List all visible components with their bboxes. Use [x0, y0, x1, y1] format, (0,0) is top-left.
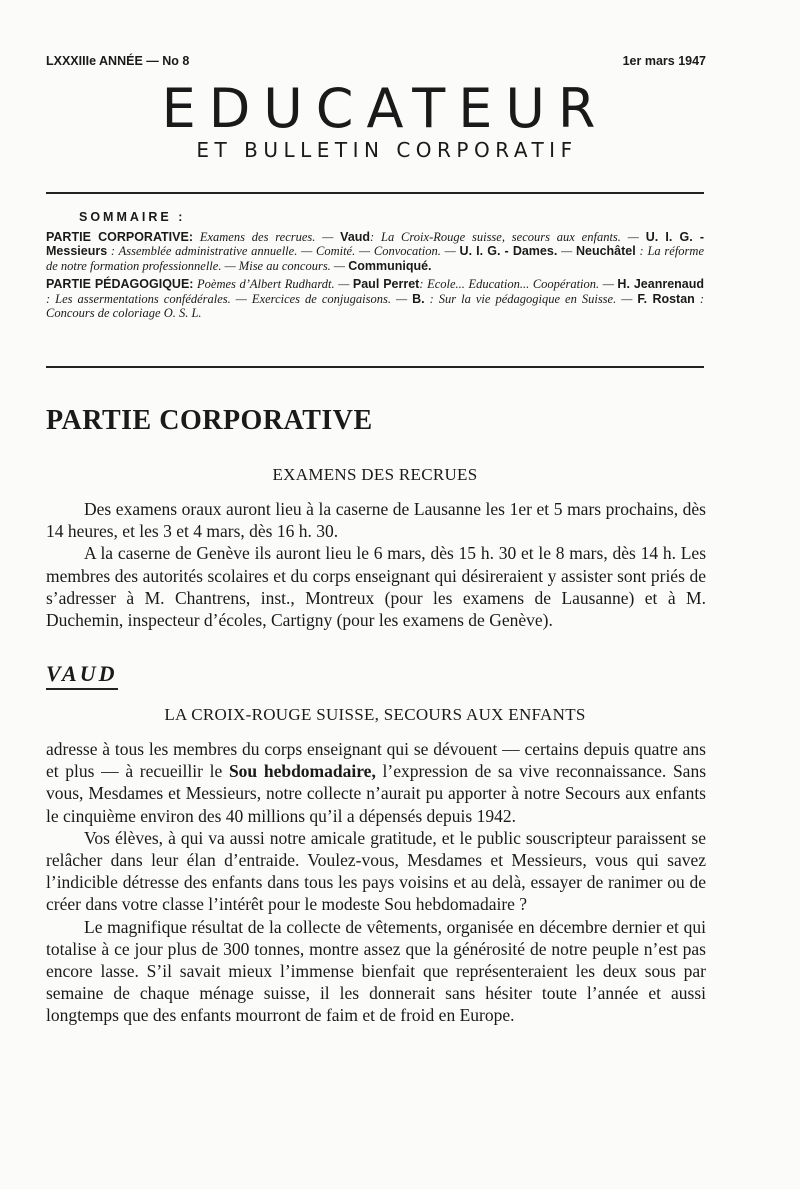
vaud-paragraph-1-start: adresse à tous les membres du corps enseignant qui se dévouent — certains depuis quatre ans et plus — à recueillir le — [46, 739, 706, 782]
examens-body — [46, 498, 706, 631]
examens-heading: EXAMENS DES RECRUES — [272, 465, 478, 484]
toc-segment: : Sur la vie pédagogique en Suisse. — — [424, 291, 638, 306]
toc-segment: U. I. G. - Dames. — [459, 244, 558, 258]
toc-corporative-label: PARTIE CORPORATIVE: — [46, 229, 193, 244]
vaud-label: VAUD — [46, 661, 118, 690]
toc-corporative — [46, 230, 704, 274]
toc-segment: : Assemblée administrative annuelle. — Comité. — Convocation. — — [107, 244, 460, 258]
section-heading: PARTIE CORPORATIVE — [46, 405, 373, 436]
toc-segment: U. I. G. - Messieurs — [46, 229, 705, 258]
issue-date: 1er mars 1947 — [622, 54, 706, 68]
vaud-heading: LA CROIX-ROUGE SUISSE, SECOURS AUX ENFANTS — [164, 705, 586, 724]
toc-pedagogique — [46, 277, 704, 321]
vaud-body — [46, 738, 706, 1027]
examens-paragraph-2: A la caserne de Genève ils auront lieu le 6 mars, dès 15 h. 30 et le 8 mars, dès 14 h. Les membres des autorités scolaires et du corps enseignant qui désireraient y assister sont priés de s’adresser à M. Chantrens, inst., Montreux (pour les examens de Lausanne) et à M. Duchemin, inspecteur d’écoles, Cartigny (pour les examens de Genève). — [46, 543, 706, 631]
top-rule — [46, 192, 704, 194]
sou-hebdomadaire: Sou hebdomadaire, — [228, 761, 376, 782]
bottom-rule — [46, 366, 704, 368]
examens-paragraph-1: Des examens oraux auront lieu à la caserne de Lausanne les 1er et 5 mars prochains, dès 14 heures, et les 3 et 4 mars, dès 16 h. 30. — [46, 499, 706, 542]
issue-row — [46, 54, 706, 68]
toc-pedagogique-label: PARTIE PÉDAGOGIQUE: — [46, 277, 194, 291]
toc-segment: Paul Perret — [352, 277, 420, 291]
toc-title: SOMMAIRE : — [79, 210, 186, 224]
toc-segment: : Ecole... Education... Coopération. — — [419, 277, 618, 291]
toc-segment: H. Jeanrenaud — [617, 277, 705, 291]
toc-segment: Examens des recrues. — — [199, 229, 341, 244]
journal-subtitle: ET BULLETIN CORPORATIF — [196, 138, 578, 162]
table-of-contents — [46, 210, 704, 325]
issue-number: LXXXIIIe ANNÉE — No 8 — [46, 54, 190, 68]
toc-segment: — — [557, 244, 576, 258]
toc-segment: F. Rostan — [637, 291, 695, 306]
vaud-paragraph-2: Vos élèves, à qui va aussi notre amicale gratitude, et le public souscripteur paraissent se relâcher dans leur élan d’entraide. Voulez-vous, Mesdames et Messieurs, vous qui savez l’indicible détresse des enfants dans tous les pays voisins et au delà, essayer de ranimer ou de créer dans votre classe l’intérêt pour le modeste Sou hebdomadaire ? — [46, 827, 706, 915]
toc-segment: Vaud — [340, 229, 371, 244]
toc-segment: : Concours de coloriage O. S. L. — [46, 291, 704, 320]
toc-segment: Neuchâtel — [575, 244, 636, 258]
toc-segment: : La Croix-Rouge suisse, secours aux enfants. — — [370, 229, 646, 244]
vaud-paragraph-1-end: l’expression de sa vive reconnaissance. Sans vous, Mesdames et Messieurs, notre collecte n’aurait pu apporter à notre Secours aux enfants le cinquième environ des 40 millions qu’il a dépensés depuis 1942. — [46, 761, 707, 826]
toc-segment: Communiqué. — [348, 258, 432, 273]
vaud-paragraph-3: Le magnifique résultat de la collecte de vêtements, organisée en décembre dernier et qui totalise à ce jour plus de 300 tonnes, montre assez que la générosité de notre peuple n’est pas encore lasse. S’il savait mieux l’immense bienfait que représenteraient les deux sous par semaine de chaque ménage suisse, il les donnerait sans hésiter toute l’année et aussi longtemps que des enfants mourront de faim et de froid en Europe. — [46, 916, 706, 1026]
toc-segment: B. — [412, 291, 425, 306]
vaud-paragraph-1 — [46, 738, 706, 827]
journal-title: EDUCATEUR — [161, 77, 609, 140]
toc-segment: : La réforme de notre formation professionnelle. — Mise au concours. — — [46, 244, 704, 273]
masthead — [46, 54, 706, 162]
toc-segment: : Les assermentations confédérales. — Exercices de conjugaisons. — — [46, 291, 413, 306]
toc-segment: Poèmes d’Albert Rudhardt. — — [197, 277, 353, 291]
